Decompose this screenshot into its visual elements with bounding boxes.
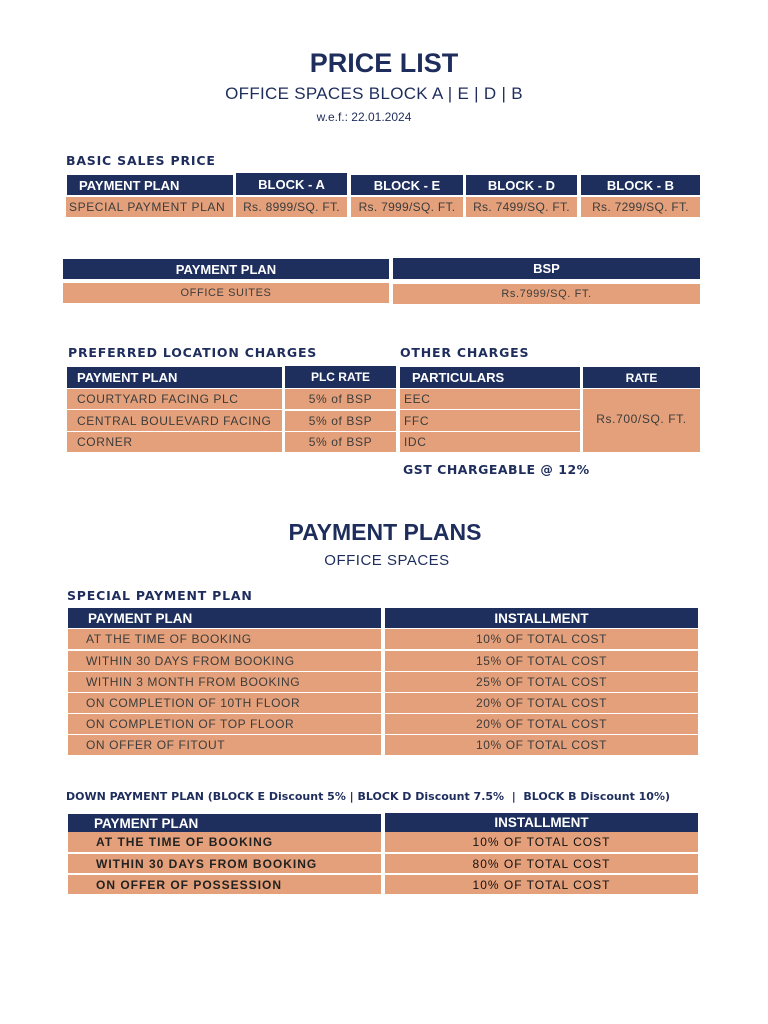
plc-heading: PREFERRED LOCATION CHARGES [68,345,318,360]
other-rate: Rs.700/SQ. FT. [583,389,700,452]
other-header-particulars: PARTICULARS [400,367,580,388]
plc-header-plan: PAYMENT PLAN [67,367,282,388]
special-header-installment: INSTALLMENT [385,608,698,628]
bsp-cell-plan: SPECIAL PAYMENT PLAN [66,197,233,217]
special-row-label: AT THE TIME OF BOOKING [68,629,381,649]
plc-header-rate: PLC RATE [285,366,396,388]
bsp-cell-block-b: Rs. 7299/SQ. FT. [581,197,700,217]
bsp-header-block-b: BLOCK - B [581,175,700,195]
down-header-plan: PAYMENT PLAN [68,814,381,832]
other-heading: OTHER CHARGES [400,345,530,360]
plc-row-rate: 5% of BSP [285,432,396,452]
special-heading: SPECIAL PAYMENT PLAN [67,588,253,603]
bsp-cell-block-d: Rs. 7499/SQ. FT. [466,197,577,217]
special-row-amount: 25% OF TOTAL COST [385,672,698,692]
plc-row-label: CORNER [67,432,282,452]
bsp-header-plan: PAYMENT PLAN [67,175,233,195]
other-header-rate: RATE [583,367,700,388]
plc-row-label: CENTRAL BOULEVARD FACING [67,410,282,431]
down-row-amount: 80% OF TOTAL COST [385,854,698,873]
down-row-amount: 10% OF TOTAL COST [385,832,698,852]
payment-plans-subtitle: OFFICE SPACES [324,552,450,569]
suites-cell-plan: OFFICE SUITES [63,283,389,303]
special-row-amount: 15% OF TOTAL COST [385,651,698,671]
suites-header-plan: PAYMENT PLAN [63,259,389,279]
bsp-header-block-e: BLOCK - E [351,175,463,195]
other-item: EEC [400,389,580,409]
suites-header-bsp: BSP [393,258,700,279]
suites-cell-bsp: Rs.7999/SQ. FT. [393,284,700,304]
bsp-cell-block-e: Rs. 7999/SQ. FT. [351,197,463,217]
special-row-amount: 10% OF TOTAL COST [385,735,698,755]
payment-plans-title: PAYMENT PLANS [288,519,482,545]
special-row-label: WITHIN 30 DAYS FROM BOOKING [68,651,381,671]
page-title: PRICE LIST [309,48,459,78]
special-row-label: ON OFFER OF FITOUT [68,735,381,755]
bsp-header-block-d: BLOCK - D [466,175,577,195]
bsp-header-block-a: BLOCK - A [236,173,347,195]
other-item: IDC [400,432,580,452]
special-row-amount: 20% OF TOTAL COST [385,714,698,734]
down-row-label: AT THE TIME OF BOOKING [68,832,381,852]
special-row-label: ON COMPLETION OF TOP FLOOR [68,714,381,734]
other-item: FFC [400,410,580,431]
special-header-plan: PAYMENT PLAN [68,608,381,628]
special-row-label: WITHIN 3 MONTH FROM BOOKING [68,672,381,692]
down-row-label: ON OFFER OF POSSESSION [68,875,381,894]
special-row-label: ON COMPLETION OF 10TH FLOOR [68,693,381,713]
down-row-label: WITHIN 30 DAYS FROM BOOKING [68,854,381,873]
plc-row-rate: 5% of BSP [285,411,396,431]
bsp-cell-block-a: Rs. 8999/SQ. FT. [236,197,347,217]
down-row-amount: 10% OF TOTAL COST [385,875,698,894]
plc-row-label: COURTYARD FACING PLC [67,389,282,409]
effective-date: w.e.f.: 22.01.2024 [316,110,412,124]
down-header-installment: INSTALLMENT [385,813,698,832]
special-row-amount: 10% OF TOTAL COST [385,629,698,649]
gst-note: GST CHARGEABLE @ 12% [403,462,590,477]
plc-row-rate: 5% of BSP [285,389,396,409]
down-heading: DOWN PAYMENT PLAN (BLOCK E Discount 5% | BLOCK D Discount 7.5% | BLOCK B Discount 10%) [66,790,671,803]
page-subtitle: OFFICE SPACES BLOCK A | E | D | B [225,84,523,103]
bsp-heading: BASIC SALES PRICE [66,153,216,168]
special-row-amount: 20% OF TOTAL COST [385,693,698,713]
